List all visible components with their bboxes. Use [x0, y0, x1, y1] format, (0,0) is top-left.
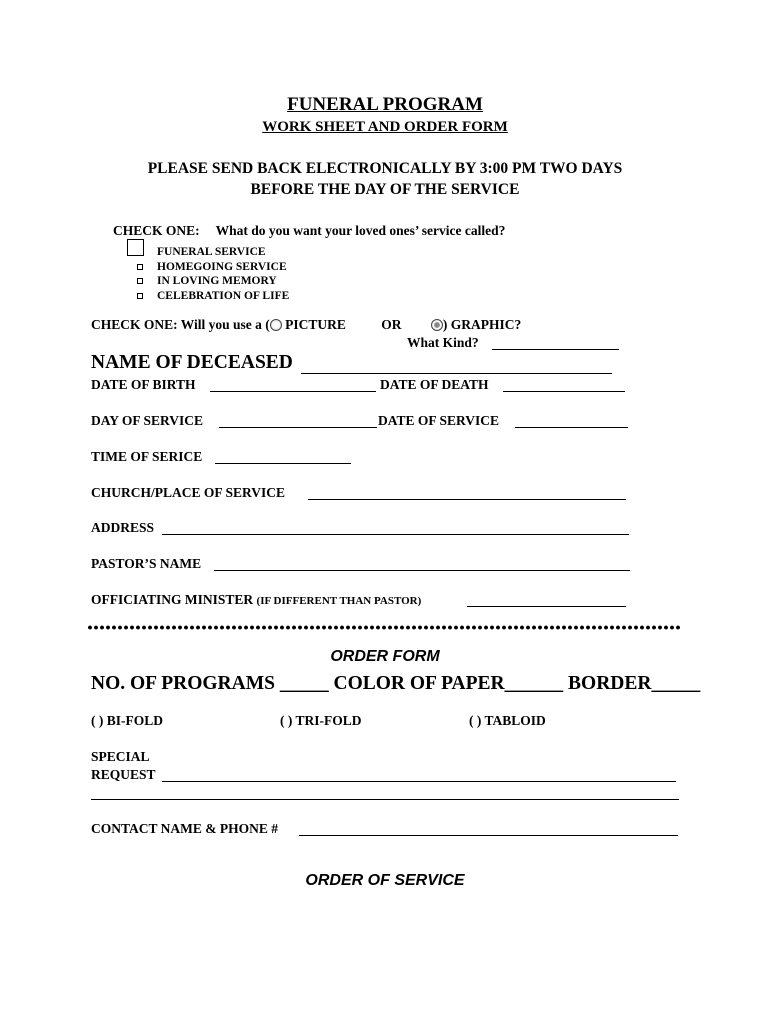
officiating-minister-field — [91, 592, 421, 608]
checkbox-icon[interactable] — [137, 264, 143, 270]
option-label: IN LOVING MEMORY — [157, 275, 277, 287]
option-label: HOMEGOING SERVICE — [157, 261, 287, 273]
request-label: REQUEST — [91, 767, 156, 782]
option-homegoing-service[interactable] — [137, 261, 287, 273]
what-kind-label: What Kind? — [407, 335, 479, 350]
form-subtitle: WORK SHEET AND ORDER FORM — [262, 119, 508, 135]
day-of-service-label: DAY OF SERVICE — [91, 413, 204, 428]
special-request-input[interactable] — [162, 781, 676, 782]
image-choice-label: CHECK ONE: Will you use a ( — [91, 317, 270, 332]
church-input[interactable] — [308, 499, 626, 500]
check-one-label: CHECK ONE: — [113, 223, 200, 238]
special-label: SPECIAL — [91, 749, 150, 764]
day-of-service-input[interactable] — [219, 427, 377, 428]
order-options-row — [91, 673, 700, 695]
option-in-loving-memory[interactable] — [137, 275, 277, 287]
date-of-birth-input[interactable] — [210, 391, 376, 392]
option-celebration-of-life[interactable] — [137, 290, 289, 302]
address-input[interactable] — [162, 534, 629, 535]
church-label: CHURCH/PLACE OF SERVICE — [91, 485, 286, 500]
dotted-divider — [87, 625, 680, 630]
officiating-minister-label: OFFICIATING MINISTER — [91, 592, 254, 607]
time-of-service-label: TIME OF SERICE — [91, 449, 203, 464]
checkbox-icon[interactable] — [137, 293, 143, 299]
pastor-name-label: PASTOR’S NAME — [91, 556, 202, 571]
image-choice-row — [91, 317, 521, 333]
tabloid-option[interactable]: ( ) TABLOID — [469, 713, 546, 728]
date-of-death-input[interactable] — [503, 391, 625, 392]
date-of-death-label: DATE OF DEATH — [380, 377, 489, 392]
officiating-minister-input[interactable] — [467, 606, 626, 607]
border-field[interactable]: BORDER_____ — [568, 673, 701, 694]
deadline-notice-line2: BEFORE THE DAY OF THE SERVICE — [250, 181, 520, 198]
what-kind-field — [407, 335, 479, 351]
date-of-service-label: DATE OF SERVICE — [378, 413, 500, 428]
form-title: FUNERAL PROGRAM — [287, 94, 483, 115]
bifold-option[interactable]: ( ) BI-FOLD — [91, 713, 163, 728]
address-label: ADDRESS — [91, 520, 155, 535]
order-form-heading: ORDER FORM — [330, 648, 440, 665]
date-of-birth-label: DATE OF BIRTH — [91, 377, 196, 392]
option-label: FUNERAL SERVICE — [157, 246, 266, 258]
picture-option-label: PICTURE — [285, 317, 346, 332]
pastor-name-input[interactable] — [214, 570, 630, 571]
or-label: OR — [381, 317, 402, 332]
time-of-service-input[interactable] — [215, 463, 351, 464]
option-funeral-service[interactable] — [137, 246, 266, 258]
contact-label: CONTACT NAME & PHONE # — [91, 821, 279, 836]
name-of-deceased-input[interactable] — [301, 373, 612, 374]
trifold-option[interactable]: ( ) TRI-FOLD — [280, 713, 362, 728]
service-type-question — [113, 223, 505, 239]
officiating-note: (IF DIFFERENT THAN PASTOR) — [256, 595, 422, 607]
special-request-input-line2[interactable] — [91, 799, 679, 800]
paper-color-field[interactable]: COLOR OF PAPER______ — [333, 673, 564, 694]
graphic-option-label: ) GRAPHIC? — [442, 317, 522, 332]
contact-input[interactable] — [299, 835, 678, 836]
number-of-programs-field[interactable]: NO. OF PROGRAMS _____ — [91, 673, 329, 694]
service-type-question-text: What do you want your loved ones’ service called? — [215, 223, 506, 238]
checkbox-icon[interactable] — [137, 278, 143, 284]
radio-picture-icon[interactable] — [270, 319, 282, 331]
order-of-service-heading: ORDER OF SERVICE — [305, 872, 465, 889]
radio-graphic-icon[interactable] — [431, 319, 443, 331]
option-label: CELEBRATION OF LIFE — [157, 290, 290, 302]
what-kind-input[interactable] — [492, 349, 619, 350]
name-of-deceased-label: NAME OF DECEASED — [91, 352, 293, 373]
deadline-notice-line1: PLEASE SEND BACK ELECTRONICALLY BY 3:00 PM TWO DAYS — [147, 160, 623, 177]
date-of-service-input[interactable] — [515, 427, 628, 428]
